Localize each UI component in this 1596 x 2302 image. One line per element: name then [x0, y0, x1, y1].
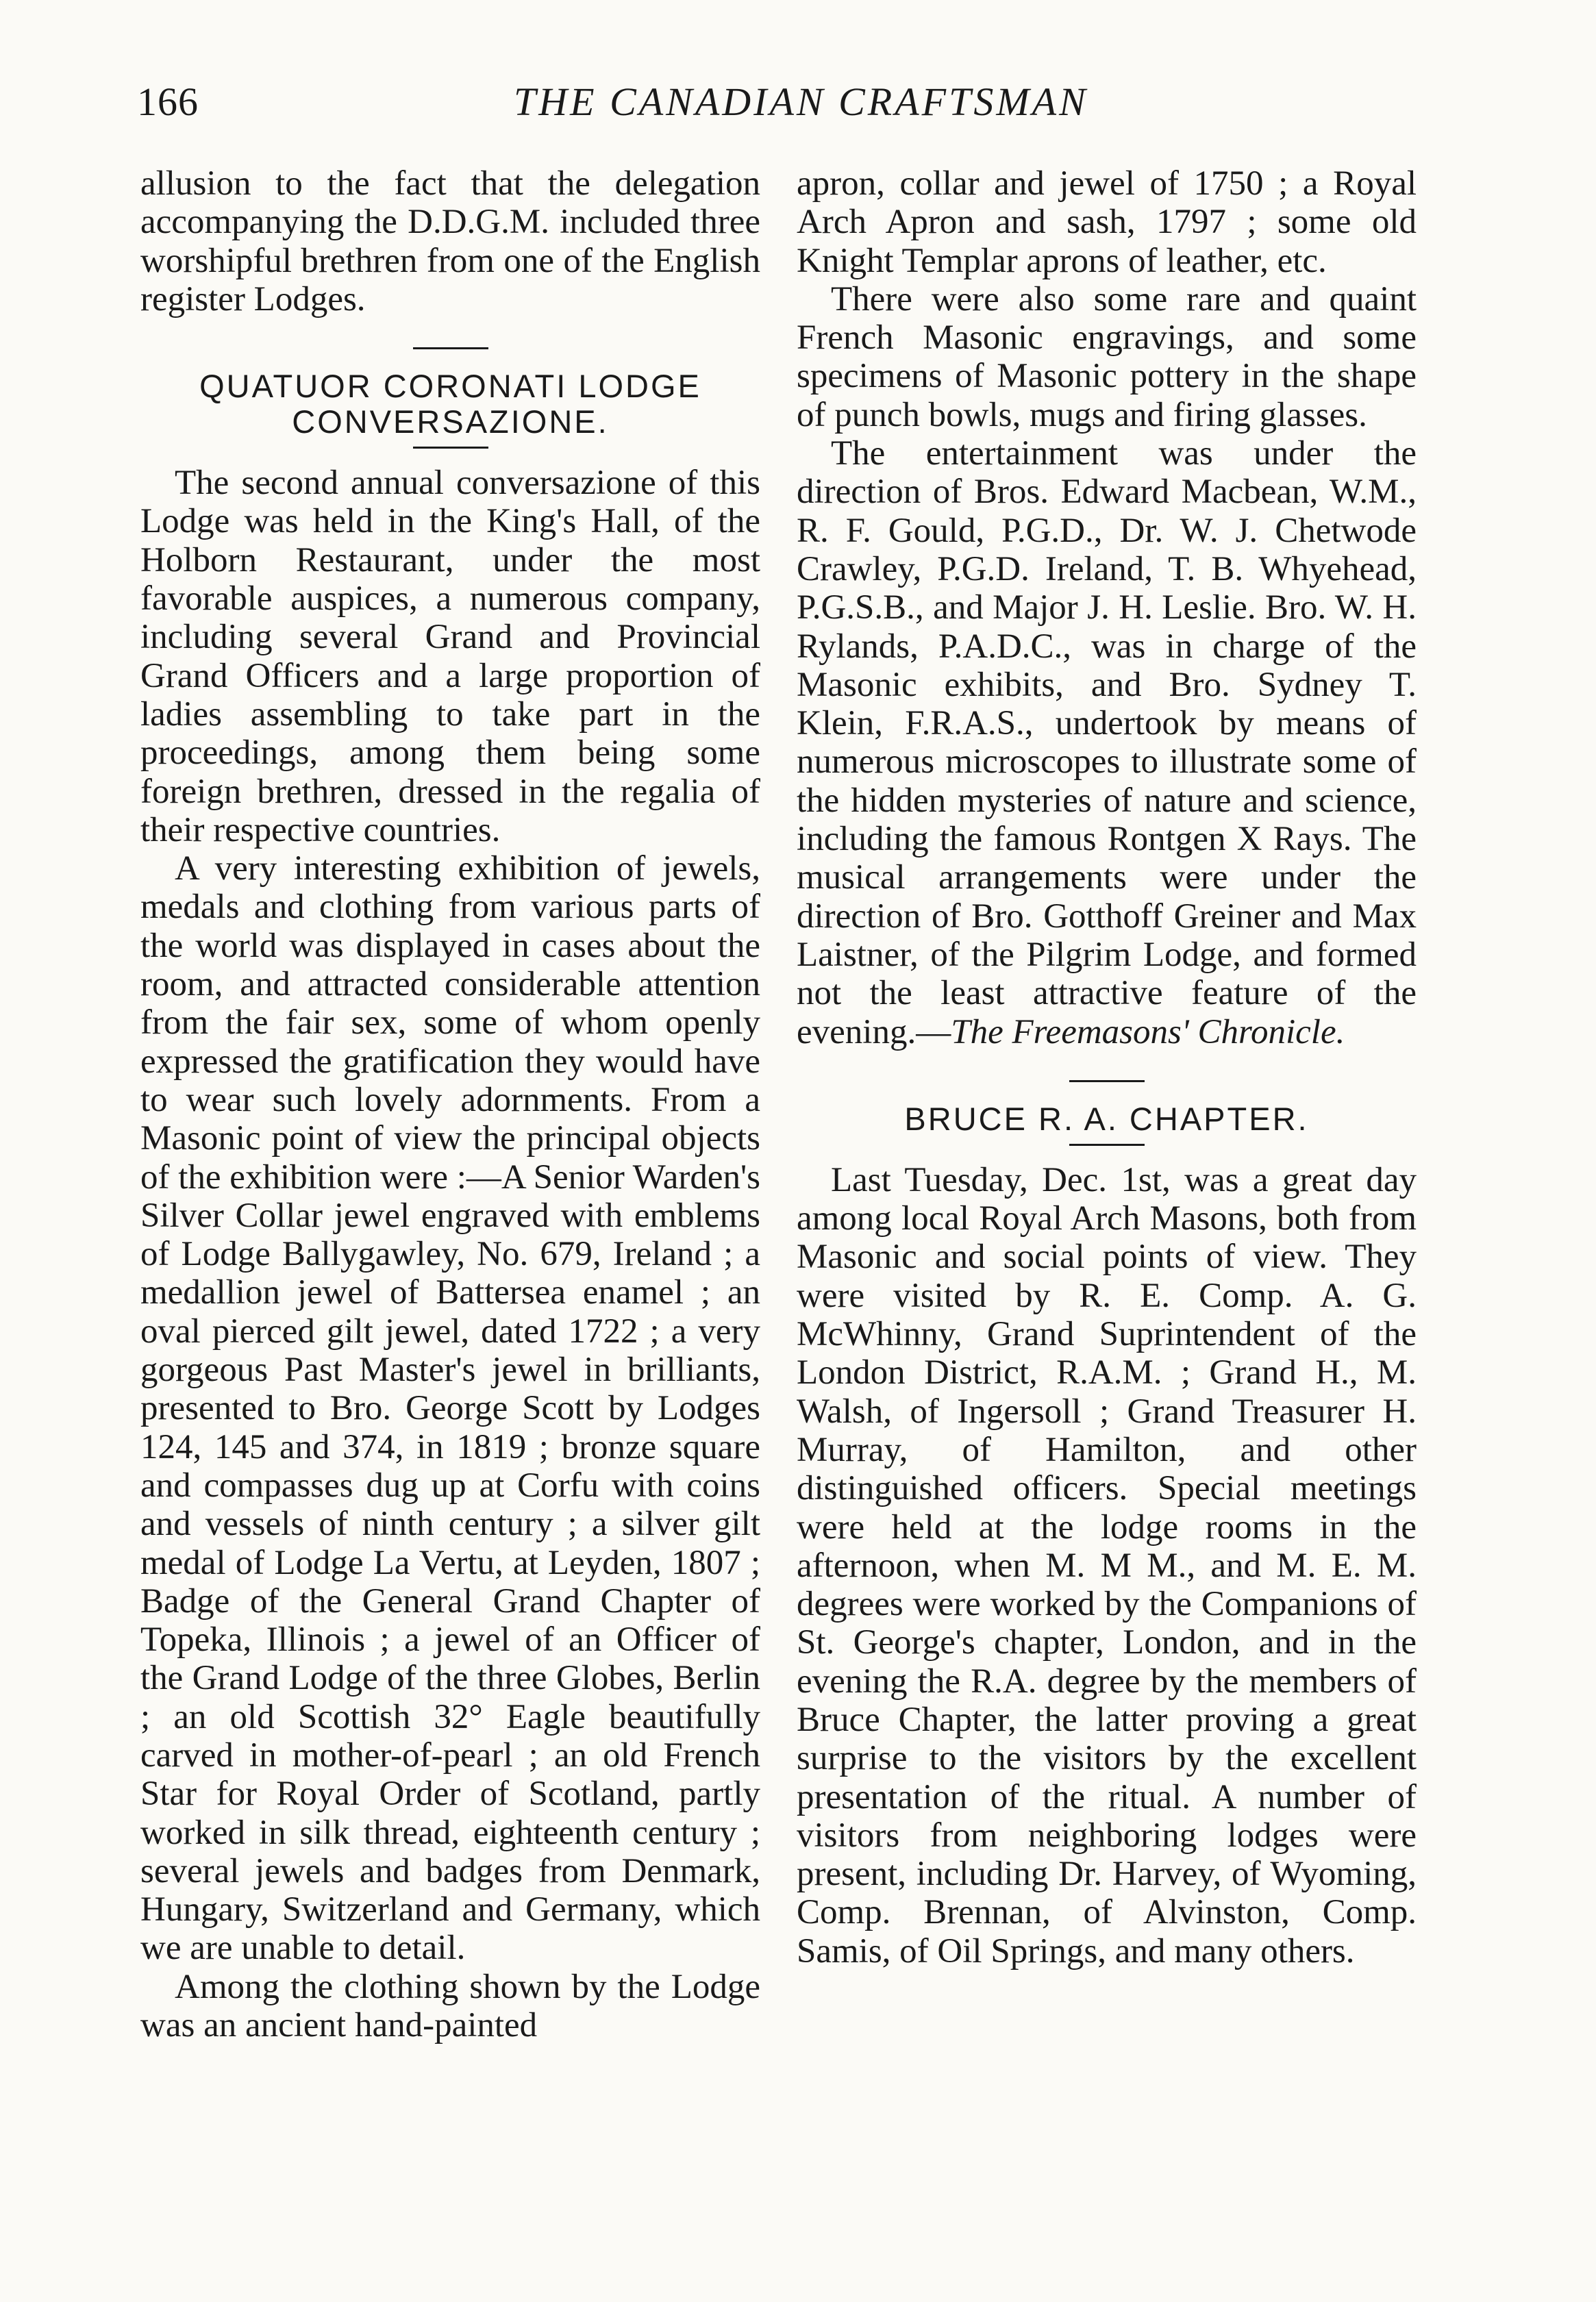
- source-citation: The Freemasons' Chronicle.: [951, 1012, 1345, 1051]
- section-divider: [413, 347, 488, 349]
- continued-paragraph: apron, collar and jewel of 1750 ; a Royal Arch Apron and sash, 1797 ; some old Knight Templar aprons of leather, etc.: [797, 164, 1417, 280]
- section-heading-bruce-chapter: BRUCE R. A. CHAPTER.: [904, 1100, 1309, 1137]
- paragraph-conversazione: The second annual conversazione of this Lodge was held in the King's Hall, of the Holborn Restaurant, under the most favorable auspices, a numerous company, including several Grand and Provincial Grand Officers and a large proportion of ladies assembling to take part in the proceedings, among them being some foreign brethren, dressed in the regalia of their respective countries.: [140, 464, 760, 849]
- heading-underline: [413, 447, 488, 449]
- section-heading-quatuor-line1: QUATUOR CORONATI LODGE: [199, 368, 701, 405]
- paragraph-bruce-chapter: Last Tuesday, Dec. 1st, was a great day among local Royal Arch Masons, both from Masonic and social points of view. They were visited by R. E. Comp. A. G. McWhinny, Grand Suprintendent of the London District, R.A.M. ; Grand H., M. Walsh, of Ingersoll ; Grand Treasurer H. Murray, of Hamilton, and other distinguished officers. Special meetings were held at the lodge rooms in the afternoon, when M. M M., and M. E. M. degrees were worked by the Companions of St. George's chapter, London, and in the evening the R.A. degree by the members of Bruce Chapter, the latter proving a great surprise to the visitors by the excellent presentation of the ritual. A number of visitors from neighboring lodges were present, including Dr. Harvey, of Wyoming, Comp. Brennan, of Alvinston, Comp. Samis, of Oil Springs, and many others.: [797, 1160, 1417, 1971]
- right-column: [797, 164, 1417, 1971]
- section-divider: [1069, 1080, 1145, 1082]
- entertainment-text: The entertainment was under the direction of Bros. Edward Macbean, W.M., R. F. Gould, P.G.D., Dr. W. J. Chetwode Crawley, P.G.D. Ireland, T. B. Whyehead, P.G.S.B., and Major J. H. Leslie. Bro. W. H. Rylands, P.A.D.C., was in charge of the Masonic exhibits, and Bro. Sydney T. Klein, F.R.A.S., undertook by means of numerous microscopes to illustrate some of the hidden mysteries of nature and science, including the famous Rontgen X Rays. The musical arrangements were under the direction of Bro. Gotthoff Greiner and Max Laistner, of the Pilgrim Lodge, and formed not the least attractive feature of the evening.—: [797, 434, 1417, 1051]
- page-number: 166: [137, 79, 199, 124]
- left-column: [140, 164, 760, 2044]
- continued-paragraph: allusion to the fact that the delegation accompanying the D.D.G.M. included three worshipful brethren from one of the English register Lodges.: [140, 164, 760, 318]
- paragraph-clothing: Among the clothing shown by the Lodge was an ancient hand-painted: [140, 1967, 760, 2045]
- journal-title: THE CANADIAN CRAFTSMAN: [514, 79, 1088, 124]
- paragraph-entertainment: [797, 434, 1417, 1051]
- running-head: [103, 79, 1438, 140]
- paragraph-engravings: There were also some rare and quaint French Masonic engravings, and some specimens of Masonic pottery in the shape of punch bowls, mugs and firing glasses.: [797, 279, 1417, 434]
- paragraph-exhibition: A very interesting exhibition of jewels, medals and clothing from various parts of the world was displayed in cases about the room, and attracted considerable attention from the fair sex, some of whom openly expressed the gratification they would have to wear such lovely adornments. From a Masonic point of view the principal objects of the exhibition were :—A Senior Warden's Silver Collar jewel engraved with emblems of Lodge Ballygawley, No. 679, Ireland ; a medallion jewel of Battersea enamel ; an oval pierced gilt jewel, dated 1722 ; a very gorgeous Past Master's jewel in brilliants, presented to Bro. George Scott by Lodges 124, 145 and 374, in 1819 ; bronze square and compasses dug up at Corfu with coins and vessels of ninth century ; a silver gilt medal of Lodge La Vertu, at Leyden, 1807 ; Badge of the General Grand Chapter of Topeka, Illinois ; a jewel of an Officer of the Grand Lodge of the three Globes, Berlin ; an old Scottish 32° Eagle beautifully carved in mother-of-pearl ; an old French Star for Royal Order of Scotland, partly worked in silk thread, eighteenth century ; several jewels and badges from Denmark, Hungary, Switzerland and Germany, which we are unable to detail.: [140, 849, 760, 1968]
- heading-underline: [1069, 1144, 1145, 1146]
- section-heading-quatuor-line2: CONVERSAZIONE.: [292, 403, 609, 440]
